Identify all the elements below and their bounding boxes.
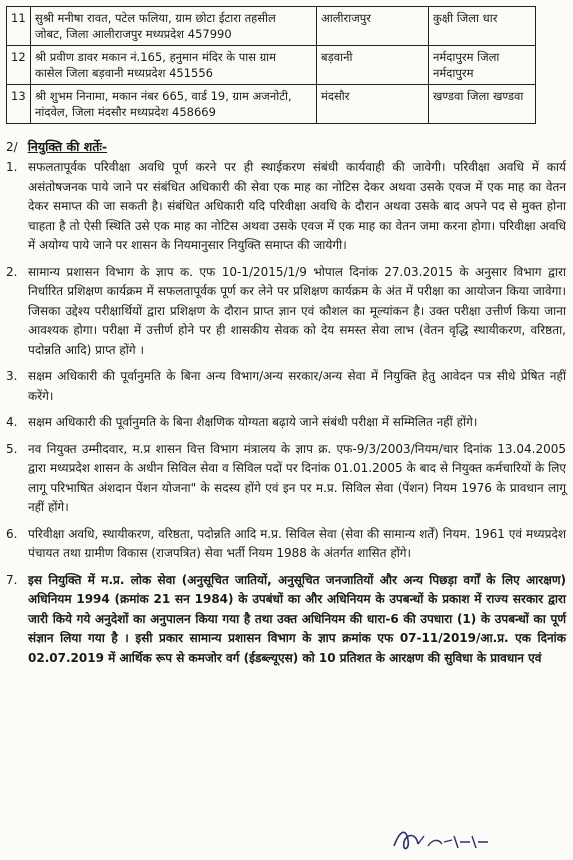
condition-number: 4. — [6, 415, 18, 429]
row-number: 12 — [7, 46, 31, 84]
condition-number: 5. — [6, 441, 18, 456]
row-number: 11 — [7, 7, 31, 45]
condition-text: सक्षम अधिकारी की पूर्वानुमति के बिना अन्य विभाग/अन्य सरकार/अन्य सेवा में नियुक्ति हेतु आवेदन पत्र सीधे प्रेषित नहीं करेंगे। — [28, 369, 566, 403]
section-title: नियुक्ति की शर्तेः- — [27, 139, 108, 154]
section-number: 2/ — [6, 140, 18, 154]
posting-place: नर्मदापुरम जिला नर्मदापुरम — [433, 50, 500, 80]
condition-text: सफलतापूर्वक परिवीक्षा अवधि पूर्ण करने पर ही स्थाईकरण संबंधी कार्यवाही की जावेगी। परिवीक्षा अवधि में कार्य असंतोषजनक पाये जाने पर संबंधित अधिकारी की सेवा एक माह का नोटिस देकर अथवा उसके एवज में एक माह का वेतन देकर समाप्त की जा सकती है। संबंधित अधिकारी यदि परिवीक्षा अवधि के दौरान अथवा उसके बाद अपने पद से मुक्त होना चाहता है तो ऐसी स्थिति उसे एक माह का नोटिस अथवा उसके एवज में एक माह का वेतन जमा करना होगा। परिवीक्षा अवधि में अयोग्य पाये जाने पर शासन के नियमानुसार नियुक्ति समाप्त की जायेगी। — [28, 160, 566, 252]
signature-mark — [388, 822, 498, 858]
handwritten-signature — [388, 822, 498, 858]
row-number: 13 — [7, 85, 31, 123]
conditions-list — [6, 158, 566, 675]
candidate-name-address: श्री प्रवीण डावर मकान नं.165, हनुमान मंदिर के पास ग्राम कासेल जिला बड़वानी मध्यप्रदेश 451556 — [31, 46, 317, 84]
condition-text: परिवीक्षा अवधि, स्थायीकरण, वरिष्ठता, पदोन्नति आदि म.प्र. सिविल सेवा (सेवा की सामान्य शर्तें) नियम. 1961 एवं मध्यप्रदेश पंचायत तथा ग्रामीण विकास (राजपत्रित) सेवा भर्ती नियम 1988 के अंतर्गत शासित होंगे। — [28, 526, 566, 560]
condition-number: 7. — [6, 572, 18, 587]
condition-text: सक्षम अधिकारी की पूर्वानुमति के बिना शैक्षणिक योग्यता बढ़ाये जाने संबंधी परीक्षा में सम्मिलित नहीं होंगे। — [28, 415, 478, 429]
condition-text: सामान्य प्रशासन विभाग के ज्ञाप क. एफ 10-1/2015/1/9 भोपाल दिनांक 27.03.2015 के अनुसार विभाग द्वारा निर्धारित प्रशिक्षण कार्यक्रम में सफलतापूर्वक पूर्ण कर लेने पर प्रशिक्षण कार्यक्रम के अंत में परीक्षा का आयोजन किया जावेगा। जिसका उद्देश्य परीक्षार्थियों द्वारा प्रशिक्षण के दौरान प्राप्त ज्ञान एवं कौशल का मूल्यांकन है। उक्त परीक्षा उत्तीर्ण किया जाना आवश्यक होगा। परीक्षा में उत्तीर्ण होने पर ही शासकीय सेवक को देय समस्त सेवा लाभ (वेतन वृद्धि स्थायीकरण, वरिष्ठता, पदोन्नति आदि) प्राप्त होंगे । — [28, 264, 566, 357]
condition-item — [6, 440, 566, 518]
condition-item — [6, 571, 566, 669]
condition-item — [6, 525, 566, 564]
condition-item — [6, 158, 566, 256]
condition-item — [6, 367, 566, 406]
table-row — [7, 85, 535, 124]
condition-number: 3. — [6, 369, 18, 383]
candidate-name-address: सुश्री मनीषा रावत, पटेल फलिया, ग्राम छोटा ईटारा तहसील जोबट, जिला आलीराजपुर मध्यप्रदेश 457990 — [31, 7, 317, 45]
posting-place: कुक्षी जिला धार — [433, 11, 498, 25]
home-district: मंदसौर — [317, 85, 429, 123]
condition-text: नव नियुक्त उम्मीदवार, म.प्र शासन वित्त विभाग मंत्रालय के ज्ञाप क्र. एफ-9/3/2003/नियम/चार दिनांक 13.04.2005 द्वारा मध्यप्रदेश शासन के अधीन सिविल सेवा व सिविल पदों पर दिनांक 01.01.2005 के बाद से नियुक्त कर्मचारियों के लिए लागू परिभाषित अंशदान पेंशन योजना" के सदस्य होंगे एवं इन पर म.प्र. सिविल सेवा (पेंशन) नियम 1976 के प्रावधान लागू नहीं होंगे। — [28, 441, 566, 514]
conditions-heading — [6, 138, 107, 155]
condition-number: 6. — [6, 526, 18, 541]
condition-item — [6, 413, 566, 433]
condition-item — [6, 263, 566, 361]
table-row — [7, 7, 535, 46]
candidate-name-address: श्री शुभम निनामा, मकान नंबर 665, वार्ड 19, ग्राम अजनोटी, नांदवेल, जिला मंदसौर मध्यप्रदेश 458669 — [31, 85, 317, 123]
table-row — [7, 46, 535, 85]
posting-place: खण्डवा जिला खण्डवा — [433, 89, 524, 103]
candidates-table — [6, 6, 536, 124]
condition-text: इस नियुक्ति में म.प्र. लोक सेवा (अनुसूचित जातियों, अनुसूचित जनजातियों और अन्य पिछड़ा वर्गों के लिए आरक्षण) अधिनियम 1994 (क्रमांक 21 सन 1984) के उपबंधों का और अधिनियम के उपबन्धों के प्रकाश में राज्य सरकार द्वारा जारी किये गये अनुदेशों का अनुपालन किया गया है तथा उक्त अधिनियम की धारा-6 की उपधारा (1) के उपबन्धों का पूर्ण संज्ञान लिया गया है । इसी प्रकार सामान्य प्रशासन विभाग के ज्ञाप क्रमांक एफ 07-11/2019/आ.प्र. एक दिनांक 02.07.2019 में आर्थिक रूप से कमजोर वर्ग (ईडब्ल्यूएस) को 10 प्रतिशत के आरक्षण की सुविधा के प्रावधान एवं — [28, 572, 566, 665]
condition-number: 1. — [6, 160, 18, 174]
condition-number: 2. — [6, 264, 18, 279]
home-district: आलीराजपुर — [317, 7, 429, 45]
home-district: बड़वानी — [317, 46, 429, 84]
